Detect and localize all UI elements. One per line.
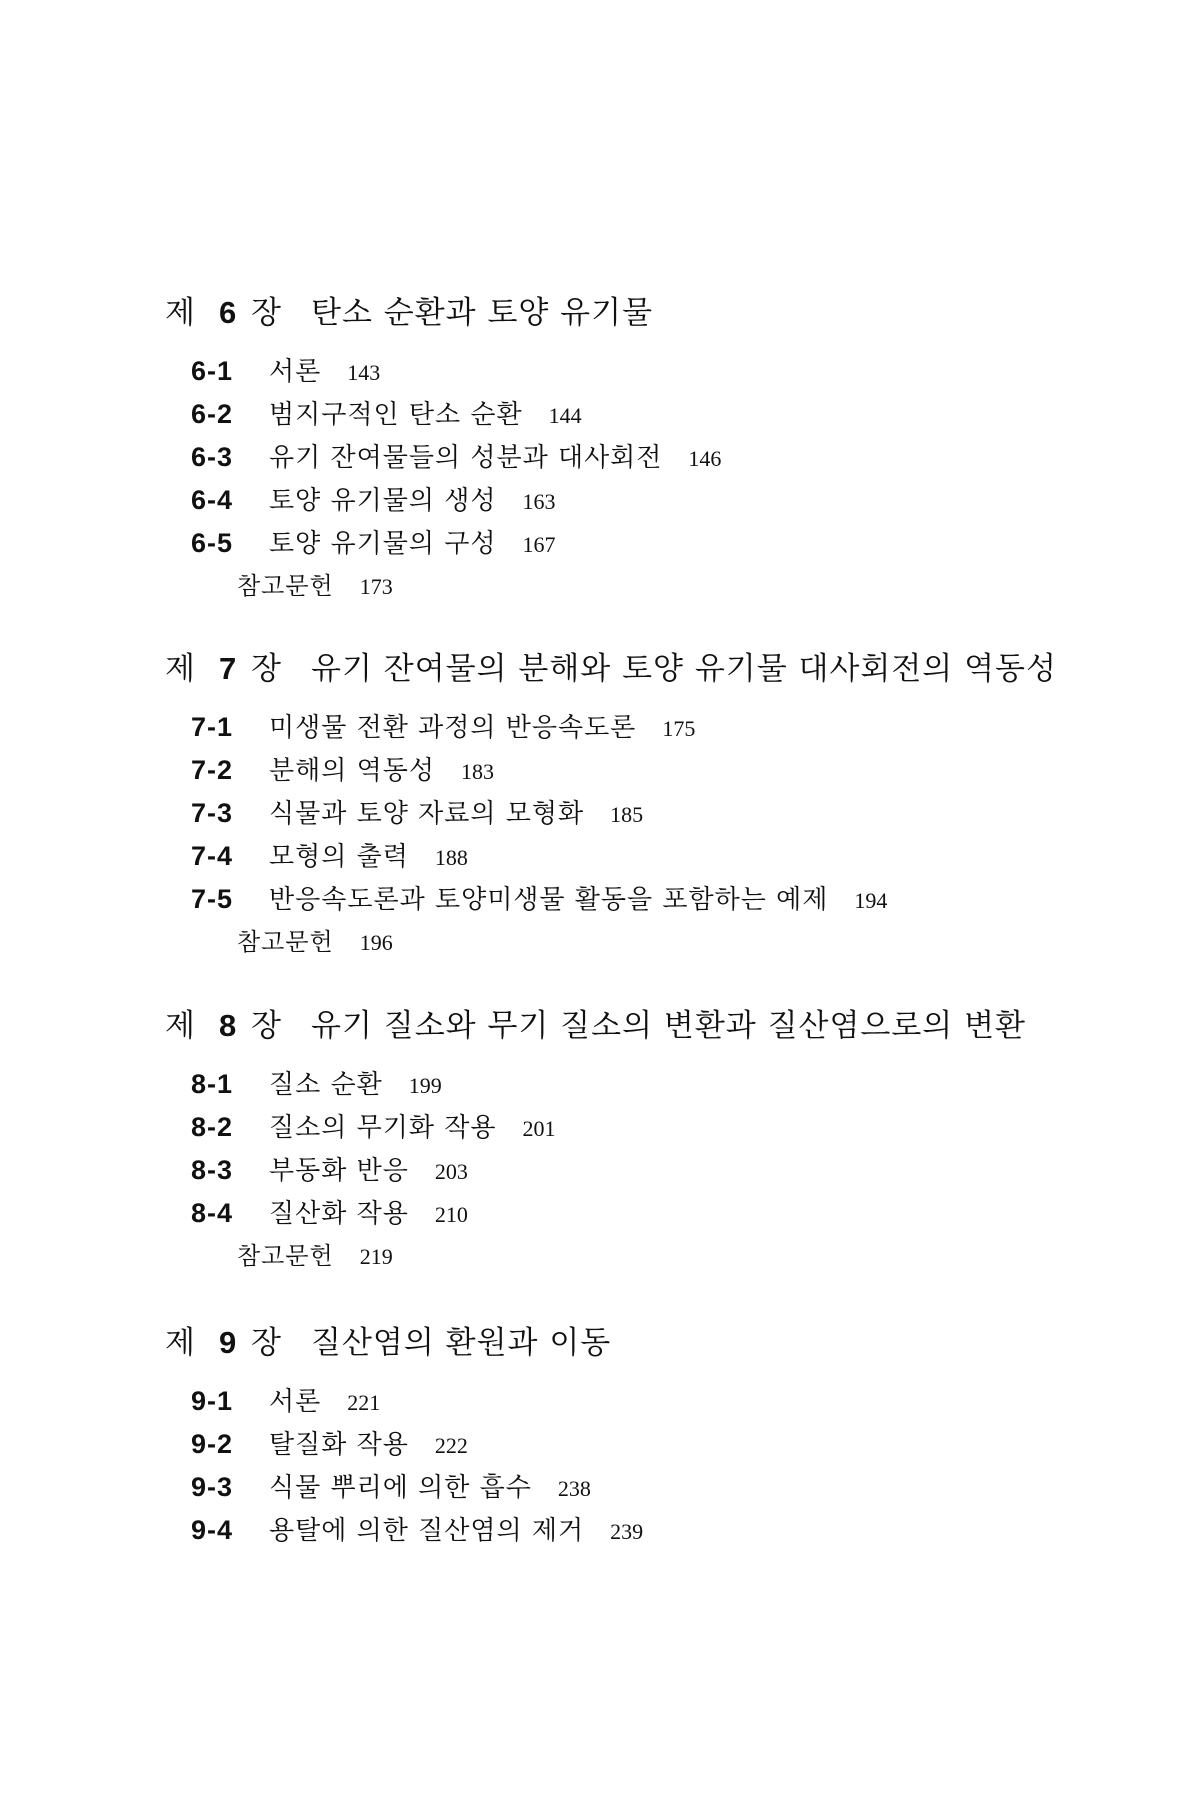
section-number: 7-1 (191, 712, 234, 742)
section-title: 반응속도론과 토양미생물 활동을 포함하는 예제 (269, 885, 829, 915)
section-list (165, 1381, 643, 1553)
page-number: 144 (548, 403, 582, 428)
chapter-prefix: 제 (165, 1008, 196, 1044)
toc-entry[interactable] (165, 437, 721, 480)
page-number: 143 (347, 360, 381, 385)
toc-entry[interactable] (165, 1150, 1026, 1193)
chapter-suffix: 장 (251, 1325, 282, 1361)
section-title: 질소의 무기화 작용 (269, 1113, 497, 1143)
page-number: 196 (359, 930, 393, 955)
chapter-number: 7 (219, 651, 238, 686)
chapter-number: 9 (219, 1325, 238, 1360)
page-number: 239 (610, 1519, 644, 1544)
section-number: 9-4 (191, 1515, 234, 1545)
toc-entry[interactable] (165, 351, 721, 394)
chapter-title: 유기 질소와 무기 질소의 변환과 질산염으로의 변환 (311, 1008, 1026, 1044)
toc-entry[interactable] (165, 480, 721, 523)
references-entry[interactable] (165, 922, 1057, 962)
section-list (165, 1064, 1026, 1276)
page-number: 194 (854, 888, 888, 913)
chapter-9 (165, 1317, 643, 1553)
section-title: 용탈에 의한 질산염의 제거 (269, 1516, 585, 1546)
toc-entry[interactable] (165, 1467, 643, 1510)
section-title: 서론 (269, 1387, 322, 1417)
page-number: 183 (460, 759, 494, 784)
section-title: 식물 뿌리에 의한 흡수 (269, 1473, 532, 1503)
toc-entry[interactable] (165, 879, 1057, 922)
chapter-heading[interactable] (165, 1000, 1026, 1045)
section-number: 8-2 (191, 1112, 234, 1142)
references-label: 참고문헌 (237, 572, 334, 600)
chapter-prefix: 제 (165, 1325, 196, 1361)
page-number: 146 (688, 446, 722, 471)
toc-entry[interactable] (165, 523, 721, 566)
toc-entry[interactable] (165, 1064, 1026, 1107)
chapter-8 (165, 1000, 1026, 1276)
page-number: 203 (434, 1159, 468, 1184)
page-number: 201 (522, 1116, 556, 1141)
chapter-6 (165, 287, 721, 606)
toc-entry[interactable] (165, 1193, 1026, 1236)
page-number: 238 (557, 1476, 591, 1501)
chapter-heading[interactable] (165, 1317, 643, 1362)
page-number: 219 (359, 1244, 393, 1269)
section-list (165, 707, 1057, 962)
references-label: 참고문헌 (237, 1242, 334, 1270)
chapter-prefix: 제 (165, 651, 196, 687)
section-number: 8-3 (191, 1155, 234, 1185)
section-number: 6-1 (191, 356, 234, 386)
page-number: 199 (408, 1073, 442, 1098)
toc-entry[interactable] (165, 1424, 643, 1467)
toc-entry[interactable] (165, 1381, 643, 1424)
page-number: 222 (434, 1433, 468, 1458)
section-title: 분해의 역동성 (269, 756, 435, 786)
section-title: 질산화 작용 (269, 1199, 409, 1229)
section-list (165, 351, 721, 606)
chapter-suffix: 장 (251, 651, 282, 687)
section-title: 미생물 전환 과정의 반응속도론 (269, 713, 637, 743)
page-number: 163 (522, 489, 556, 514)
section-title: 유기 잔여물들의 성분과 대사회전 (269, 443, 663, 473)
section-number: 6-4 (191, 485, 234, 515)
section-title: 부동화 반응 (269, 1156, 409, 1186)
toc-entry[interactable] (165, 394, 721, 437)
chapter-heading[interactable] (165, 287, 721, 332)
page-number: 210 (434, 1202, 468, 1227)
chapter-title: 탄소 순환과 토양 유기물 (311, 295, 654, 331)
section-number: 9-1 (191, 1386, 234, 1416)
toc-entry[interactable] (165, 1510, 643, 1553)
section-number: 7-3 (191, 798, 234, 828)
page-number: 188 (434, 845, 468, 870)
toc-entry[interactable] (165, 793, 1057, 836)
section-title: 토양 유기물의 구성 (269, 529, 497, 559)
chapter-7 (165, 643, 1057, 962)
toc-entry[interactable] (165, 750, 1057, 793)
chapter-suffix: 장 (251, 1008, 282, 1044)
references-entry[interactable] (165, 1236, 1026, 1276)
section-title: 토양 유기물의 생성 (269, 486, 497, 516)
page-number: 175 (662, 716, 696, 741)
page-number: 167 (522, 532, 556, 557)
section-number: 9-2 (191, 1429, 234, 1459)
section-title: 탈질화 작용 (269, 1430, 409, 1460)
section-number: 8-4 (191, 1198, 234, 1228)
section-title: 질소 순환 (269, 1070, 383, 1100)
toc-entry[interactable] (165, 707, 1057, 750)
references-label: 참고문헌 (237, 928, 334, 956)
section-number: 6-2 (191, 399, 234, 429)
section-title: 범지구적인 탄소 순환 (269, 400, 523, 430)
chapter-title: 유기 잔여물의 분해와 토양 유기물 대사회전의 역동성 (311, 651, 1057, 687)
section-title: 모형의 출력 (269, 842, 409, 872)
chapter-suffix: 장 (251, 295, 282, 331)
section-number: 6-5 (191, 528, 234, 558)
chapter-number: 8 (219, 1008, 238, 1043)
section-title: 서론 (269, 357, 322, 387)
section-number: 9-3 (191, 1472, 234, 1502)
page-number: 185 (610, 802, 644, 827)
page-number: 221 (347, 1390, 381, 1415)
section-number: 8-1 (191, 1069, 234, 1099)
chapter-prefix: 제 (165, 295, 196, 331)
table-of-contents (165, 0, 1125, 1800)
chapter-title: 질산염의 환원과 이동 (311, 1325, 612, 1361)
chapter-number: 6 (219, 295, 238, 330)
toc-entry[interactable] (165, 836, 1057, 879)
section-number: 7-2 (191, 755, 234, 785)
page-number: 173 (359, 574, 393, 599)
chapter-heading[interactable] (165, 643, 1057, 688)
toc-entry[interactable] (165, 1107, 1026, 1150)
section-number: 7-5 (191, 884, 234, 914)
section-number: 7-4 (191, 841, 234, 871)
references-entry[interactable] (165, 566, 721, 606)
section-number: 6-3 (191, 442, 234, 472)
section-title: 식물과 토양 자료의 모형화 (269, 799, 585, 829)
